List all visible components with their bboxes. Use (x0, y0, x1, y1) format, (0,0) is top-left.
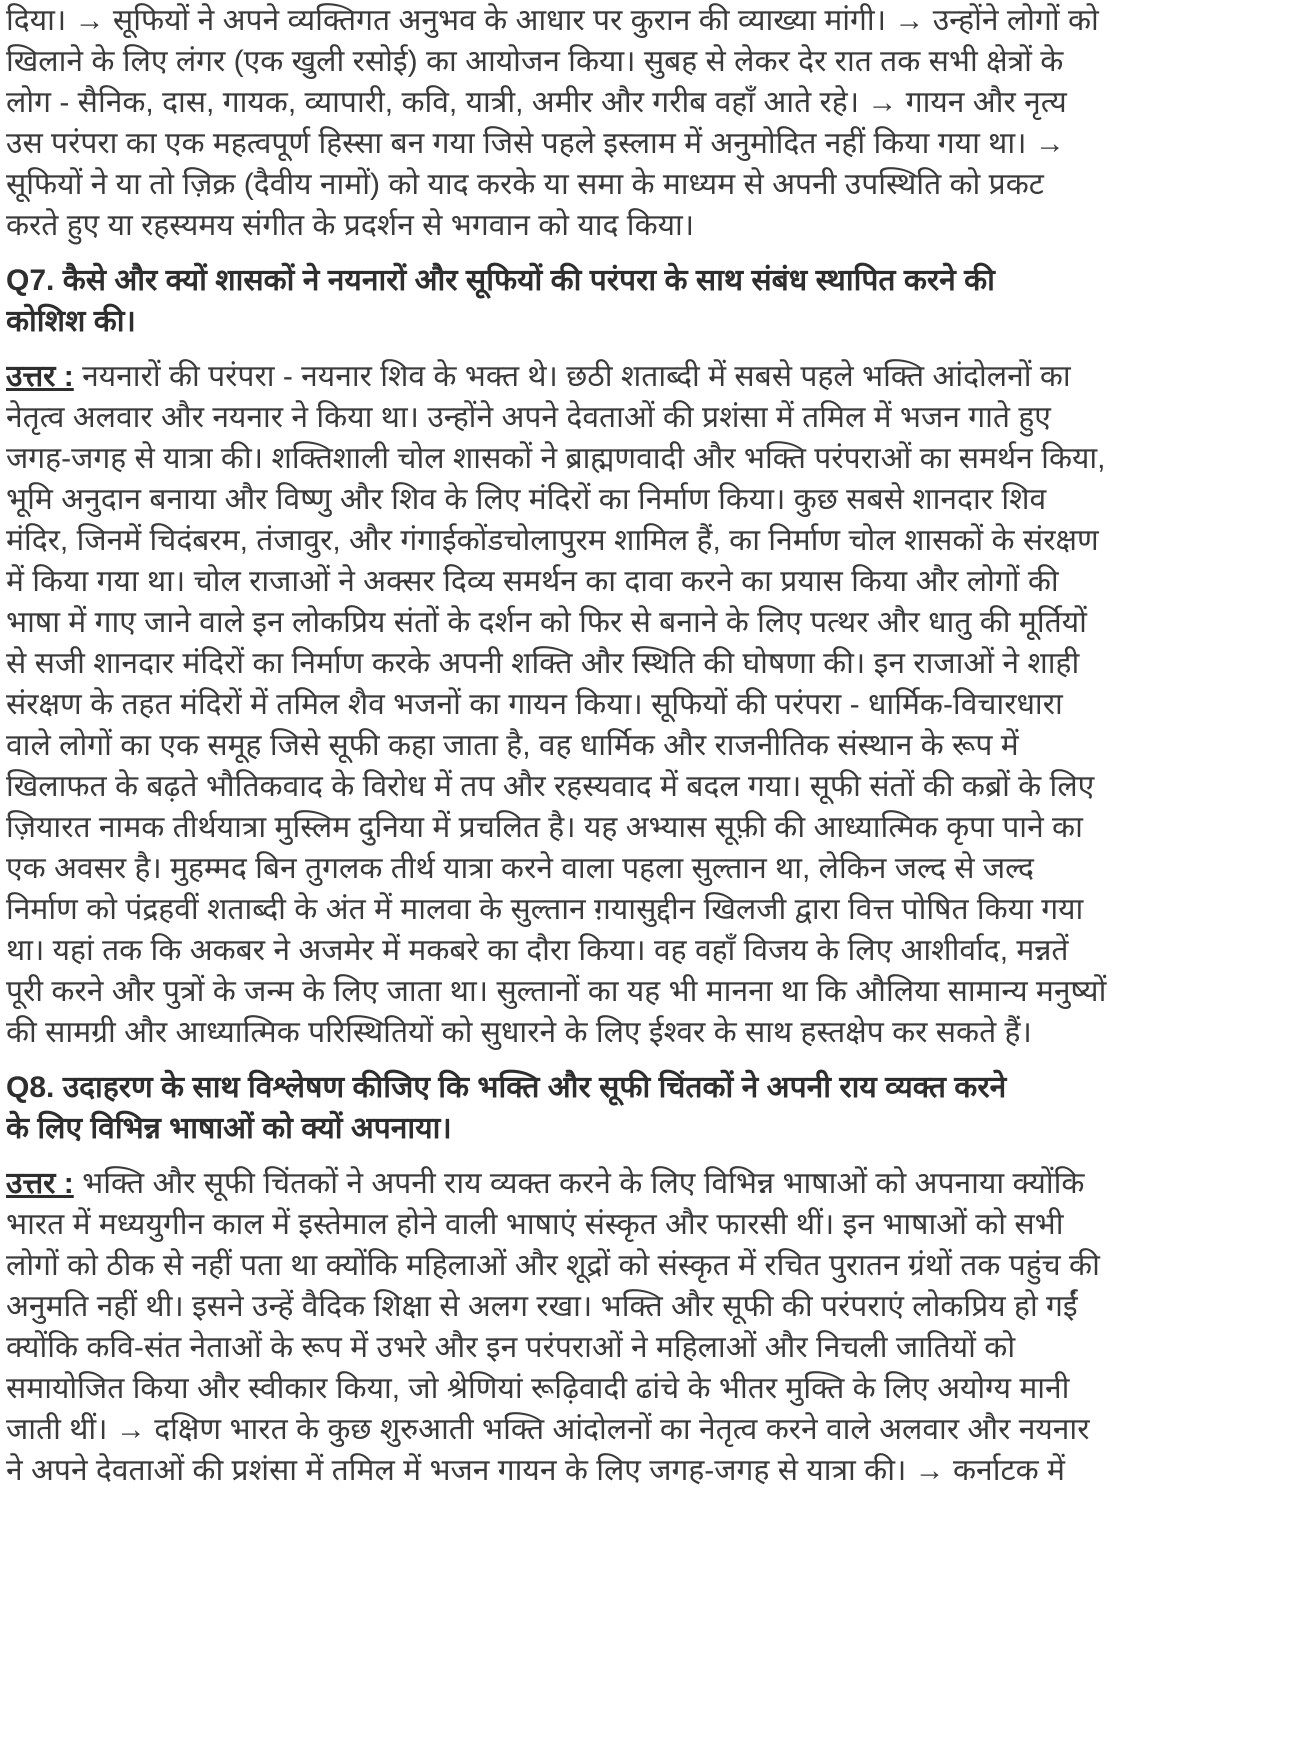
text-line: जगह-जगह से यात्रा की। शक्तिशाली चोल शासकों ने ब्राह्मणवादी और भक्ति परंपराओं का समर्थन किया, (6, 442, 1106, 475)
text-line: करते हुए या रहस्यमय संगीत के प्रदर्शन से भगवान को याद किया। (6, 209, 695, 242)
text-line: Q8. उदाहरण के साथ विश्लेषण कीजिए कि भक्ति और सूफी चिंतकों ने अपनी राय व्यक्त करने (6, 1071, 1007, 1104)
q8-answer (6, 1163, 1295, 1491)
text-line: लोगों को ठीक से नहीं पता था क्योंकि महिलाओं और शूद्रों को संस्कृत में रचित पुरातन ग्रंथों तक पहुंच की (6, 1249, 1100, 1282)
text-line (6, 356, 1295, 397)
text-line: उस परंपरा का एक महत्वपूर्ण हिस्सा बन गया जिसे पहले इस्लाम में अनुमोदित नहीं किया गया था। → (6, 127, 1065, 160)
text-line: मंदिर, जिनमें चिदंबरम, तंजावुर, और गंगाईकोंडचोलापुरम शामिल हैं, का निर्माण चोल शासकों के संरक्षण (6, 524, 1099, 557)
text-line: जाती थीं। → दक्षिण भारत के कुछ शुरुआती भक्ति आंदोलनों का नेतृत्व करने वाले अलवार और नयनार (6, 1413, 1090, 1446)
text-line: से सजी शानदार मंदिरों का निर्माण करके अपनी शक्ति और स्थिति की घोषणा की। इन राजाओं ने शाही (6, 647, 1080, 680)
text-line: खिलाने के लिए लंगर (एक खुली रसोई) का आयोजन किया। सुबह से लेकर देर रात तक सभी क्षेत्रों के (6, 45, 1064, 78)
q7-question (6, 260, 1295, 342)
text-line: लोग - सैनिक, दास, गायक, व्यापारी, कवि, यात्री, अमीर और गरीब वहाँ आते रहे। → गायन और नृत्य (6, 86, 1067, 119)
text-line: अनुमति नहीं थी। इसने उन्हें वैदिक शिक्षा से अलग रखा। भक्ति और सूफी की परंपराएं लोकप्रिय हो गईं (6, 1290, 1078, 1323)
text-line: नेतृत्व अलवार और नयनार ने किया था। उन्होंने अपने देवताओं की प्रशंसा में तमिल में भजन गाते हुए (6, 401, 1051, 434)
text-line: खिलाफत के बढ़ते भौतिकवाद के विरोध में तप और रहस्यवाद में बदल गया। सूफी संतों की कब्रों के लिए (6, 770, 1095, 803)
text-line: ज़ियारत नामक तीर्थयात्रा मुस्लिम दुनिया में प्रचलित है। यह अभ्यास सूफ़ी की आध्यात्मिक कृपा पाने का (6, 811, 1083, 844)
text-line: दिया। → सूफियों ने अपने व्यक्तिगत अनुभव के आधार पर कुरान की व्याख्या मांगी। → उन्होंने लोगों को (6, 4, 1099, 37)
text-line: भारत में मध्ययुगीन काल में इस्तेमाल होने वाली भाषाएं संस्कृत और फारसी थीं। इन भाषाओं को सभी (6, 1208, 1064, 1241)
answer-text: भक्ति और सूफी चिंतकों ने अपनी राय व्यक्त करने के लिए विभिन्न भाषाओं को अपनाया क्योंकि (73, 1167, 1085, 1200)
text-line: भाषा में गाए जाने वाले इन लोकप्रिय संतों के दर्शन को फिर से बनाने के लिए पत्थर और धातु की मूर्तियों (6, 606, 1087, 639)
answer-label: उत्तर : (6, 1167, 74, 1200)
text-line: सूफियों ने या तो ज़िक्र (दैवीय नामों) को याद करके या समा के माध्यम से अपनी उपस्थिति को प्रकट (6, 168, 1044, 201)
text-line (6, 1163, 1295, 1204)
text-line: निर्माण को पंद्रहवीं शताब्दी के अंत में मालवा के सुल्तान ग़यासुद्दीन खिलजी द्वारा वित्त पोषित किया गया (6, 893, 1084, 926)
text-line: क्योंकि कवि-संत नेताओं के रूप में उभरे और इन परंपराओं ने महिलाओं और निचली जातियों को (6, 1331, 1016, 1364)
text-line: एक अवसर है। मुहम्मद बिन तुगलक तीर्थ यात्रा करने वाला पहला सुल्तान था, लेकिन जल्द से जल्द (6, 852, 1034, 885)
q7-answer (6, 356, 1295, 1053)
text-line: कोशिश की। (6, 305, 136, 338)
text-line: वाले लोगों का एक समूह जिसे सूफी कहा जाता है, वह धार्मिक और राजनीतिक संस्थान के रूप में (6, 729, 1019, 762)
text-line: भूमि अनुदान बनाया और विष्णु और शिव के लिए मंदिरों का निर्माण किया। कुछ सबसे शानदार शिव (6, 483, 1047, 516)
answer-label: उत्तर : (6, 360, 74, 393)
text-line: के लिए विभिन्न भाषाओं को क्यों अपनाया। (6, 1112, 452, 1145)
text-line: Q7. कैसे और क्यों शासकों ने नयनारों और सूफियों की परंपरा के साथ संबंध स्थापित करने की (6, 264, 995, 297)
text-line: में किया गया था। चोल राजाओं ने अक्सर दिव्य समर्थन का दावा करने का प्रयास किया और लोगों की (6, 565, 1059, 598)
text-line: था। यहां तक कि अकबर ने अजमेर में मकबरे का दौरा किया। वह वहाँ विजय के लिए आशीर्वाद, मन्नतें (6, 934, 1069, 967)
intro-paragraph (6, 0, 1295, 246)
answer-text: नयनारों की परंपरा - नयनार शिव के भक्त थे। छठी शताब्दी में सबसे पहले भक्ति आंदोलनों का (73, 360, 1071, 393)
text-line: पूरी करने और पुत्रों के जन्म के लिए जाता था। सुल्तानों का यह भी मानना था कि औलिया सामान्य मनुष्यों (6, 975, 1107, 1008)
text-line: की सामग्री और आध्यात्मिक परिस्थितियों को सुधारने के लिए ईश्वर के साथ हस्तक्षेप कर सकते हैं। (6, 1016, 1032, 1049)
text-line: संरक्षण के तहत मंदिरों में तमिल शैव भजनों का गायन किया। सूफियों की परंपरा - धार्मिक-विचारधारा (6, 688, 1063, 721)
text-line: समायोजित किया और स्वीकार किया, जो श्रेणियां रूढ़िवादी ढांचे के भीतर मुक्ति के लिए अयोग्य मानी (6, 1372, 1070, 1405)
text-line: ने अपने देवताओं की प्रशंसा में तमिल में भजन गायन के लिए जगह-जगह से यात्रा की। → कर्नाटक में (6, 1454, 1065, 1487)
q8-question (6, 1067, 1295, 1149)
